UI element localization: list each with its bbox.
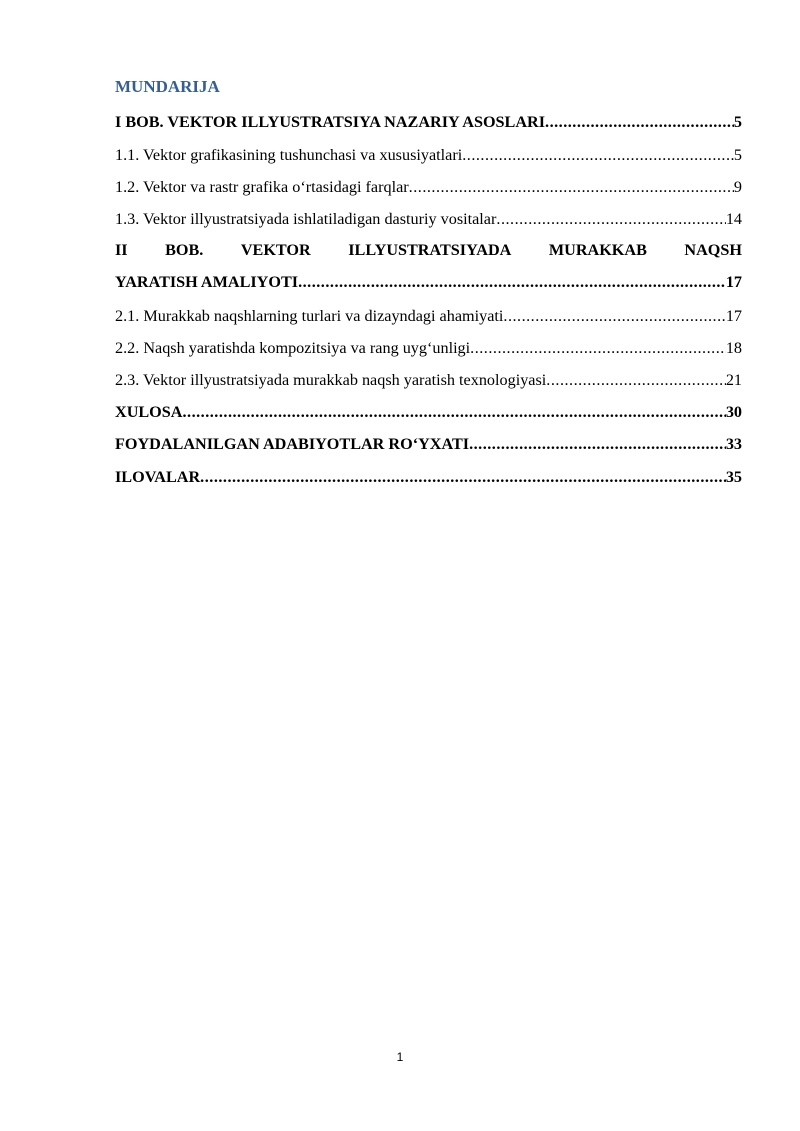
toc-entry-word: ILLYUSTRATSIYADA: [348, 241, 512, 259]
toc-entry-page: 21: [725, 371, 742, 389]
toc-dot-leader: [298, 272, 726, 292]
toc-entry-label: I BOB. VEKTOR ILLYUSTRATSIYA NAZARIY ASOSLARI: [115, 113, 546, 131]
toc-entry-section-2-2[interactable]: [115, 338, 742, 358]
toc-dot-leader: [503, 306, 725, 326]
toc-entry-section-2-3[interactable]: [115, 370, 742, 390]
toc-entry-page: 5: [733, 113, 742, 131]
toc-entry-word: NAQSH: [684, 241, 742, 259]
toc-entry-label: 1.2. Vektor va rastr grafika o‘rtasidagi farqlar: [115, 178, 409, 196]
toc-entry-section-2-1[interactable]: [115, 306, 742, 326]
toc-dot-leader: [546, 370, 726, 390]
toc-entry-word: II: [115, 241, 128, 259]
toc-entry-label: 2.3. Vektor illyustratsiyada murakkab naqsh yaratish texnologiyasi: [115, 371, 547, 389]
toc-entry-word: MURAKKAB: [548, 241, 647, 259]
toc-dot-leader: [469, 434, 726, 454]
toc-entry-word: BOB.: [165, 241, 204, 259]
toc-title: MUNDARIJA: [115, 77, 220, 96]
toc-entry-section-1-1[interactable]: [115, 145, 742, 165]
toc-dot-leader: [470, 338, 726, 358]
toc-entry-label: XULOSA: [115, 403, 183, 421]
toc-entry-page: 33: [725, 435, 742, 453]
toc-entry-page: 14: [725, 210, 742, 228]
toc-entry-label: ILOVALAR: [115, 468, 201, 486]
toc-entry-page: 30: [725, 403, 742, 421]
toc-entry-label: 2.2. Naqsh yaratishda kompozitsiya va rang uyg‘unligi: [115, 339, 471, 357]
toc-entry-chapter-2-line-1[interactable]: [115, 240, 742, 260]
toc-dot-leader: [409, 177, 734, 197]
toc-entry-page: 18: [725, 339, 742, 357]
toc-entry-word: VEKTOR: [240, 241, 311, 259]
toc-entry-conclusion[interactable]: [115, 402, 742, 422]
toc-entry-page: 9: [733, 178, 742, 196]
toc-entry-page: 17: [725, 307, 742, 325]
toc-entry-label: YARATISH AMALIYOTI: [115, 273, 299, 291]
toc-entry-chapter-2-line-2[interactable]: [115, 272, 742, 292]
toc-entry-page: 35: [725, 468, 742, 486]
toc-entry-page: 5: [733, 146, 742, 164]
toc-entry-appendices[interactable]: [115, 467, 742, 487]
toc-entry-label: FOYDALANILGAN ADABIYOTLAR RO‘YXATI: [115, 435, 470, 453]
toc-entry-section-1-3[interactable]: [115, 209, 742, 229]
toc-dot-leader: [200, 467, 726, 487]
toc-entry-page: 17: [725, 273, 742, 291]
toc-entry-label: 2.1. Murakkab naqshlarning turlari va dizayndagi ahamiyati: [115, 307, 504, 325]
toc-entry-label: 1.3. Vektor illyustratsiyada ishlatiladigan dasturiy vositalar: [115, 210, 497, 228]
toc-dot-leader: [545, 112, 734, 132]
toc-entry-section-1-2[interactable]: [115, 177, 742, 197]
toc-entry-label: 1.1. Vektor grafikasining tushunchasi va xususiyatlari: [115, 146, 463, 164]
page-number: 1: [396, 1050, 404, 1064]
toc-dot-leader: [462, 145, 734, 165]
toc-dot-leader: [182, 402, 725, 422]
toc-entry-chapter-1[interactable]: [115, 112, 742, 132]
toc-entry-references[interactable]: [115, 434, 742, 454]
toc-dot-leader: [496, 209, 725, 229]
